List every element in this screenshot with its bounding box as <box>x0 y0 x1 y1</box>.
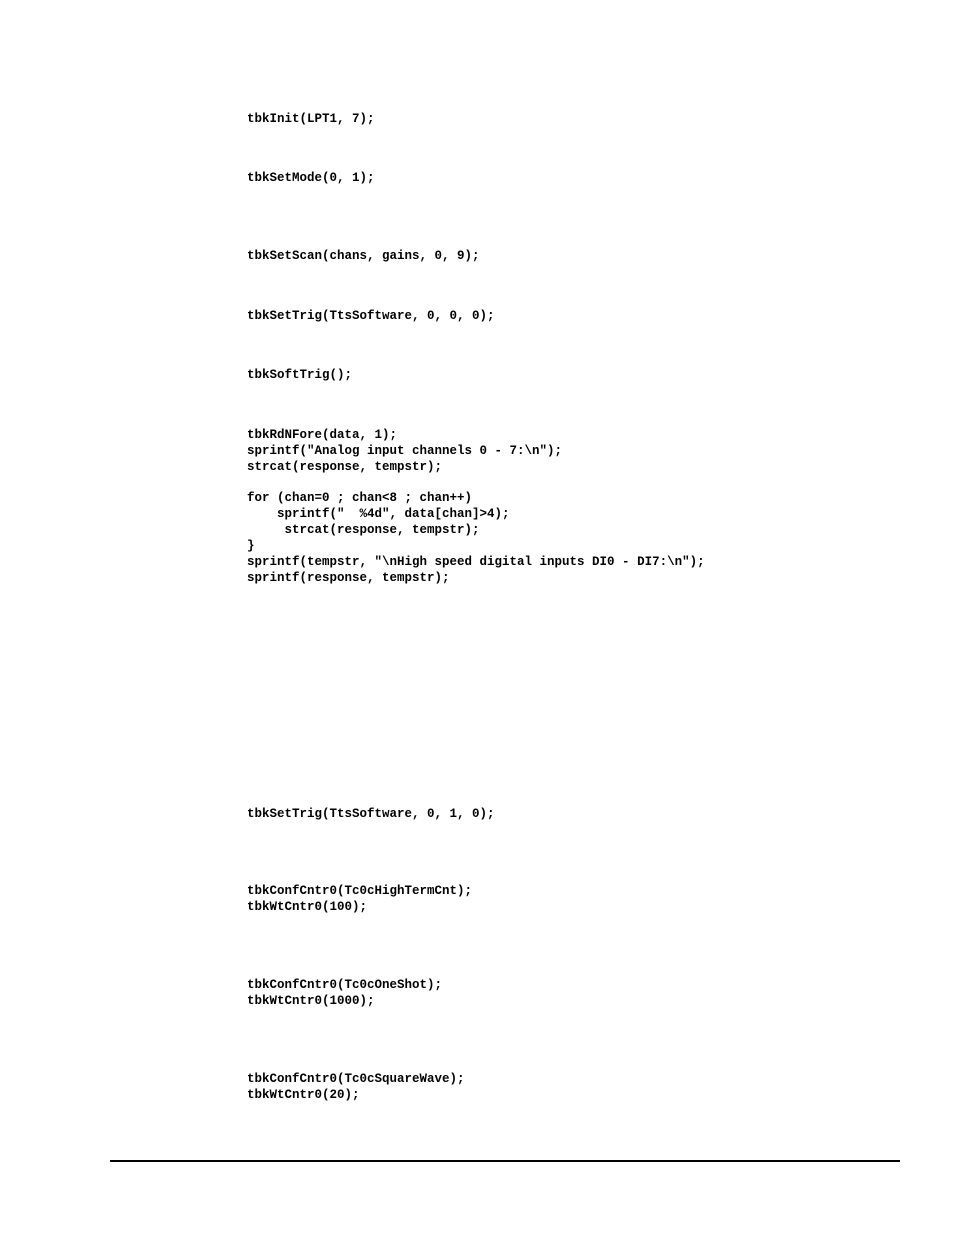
code-block-soft-trig: tbkSoftTrig(); <box>247 368 353 382</box>
code-block-init: tbkInit(LPT1, 7); <box>247 112 375 126</box>
code-block-cntr-high-term: tbkConfCntr0(Tc0cHighTermCnt); tbkWtCntr0(100); <box>247 884 473 914</box>
code-block-cntr-square-wave: tbkConfCntr0(Tc0cSquareWave); tbkWtCntr0(20); <box>247 1072 465 1102</box>
code-block-set-trig-2: tbkSetTrig(TtsSoftware, 0, 1, 0); <box>247 807 495 821</box>
code-block-read-analog: tbkRdNFore(data, 1); sprintf("Analog input channels 0 - 7:\n"); strcat(response, tempstr); <box>247 428 563 474</box>
code-block-set-scan: tbkSetScan(chans, gains, 0, 9); <box>247 249 480 263</box>
footer-rule <box>110 1160 900 1162</box>
code-block-loop: for (chan=0 ; chan<8 ; chan++) sprintf(" %4d", data[chan]>4); strcat(response, tempstr); } sprintf(tempstr, "\nHigh speed digital inputs DI0 - DI7:\n"); sprintf(response, tempstr); <box>247 491 705 585</box>
code-block-cntr-one-shot: tbkConfCntr0(Tc0cOneShot); tbkWtCntr0(1000); <box>247 978 443 1008</box>
code-block-set-mode: tbkSetMode(0, 1); <box>247 171 375 185</box>
code-block-set-trig-1: tbkSetTrig(TtsSoftware, 0, 0, 0); <box>247 309 495 323</box>
